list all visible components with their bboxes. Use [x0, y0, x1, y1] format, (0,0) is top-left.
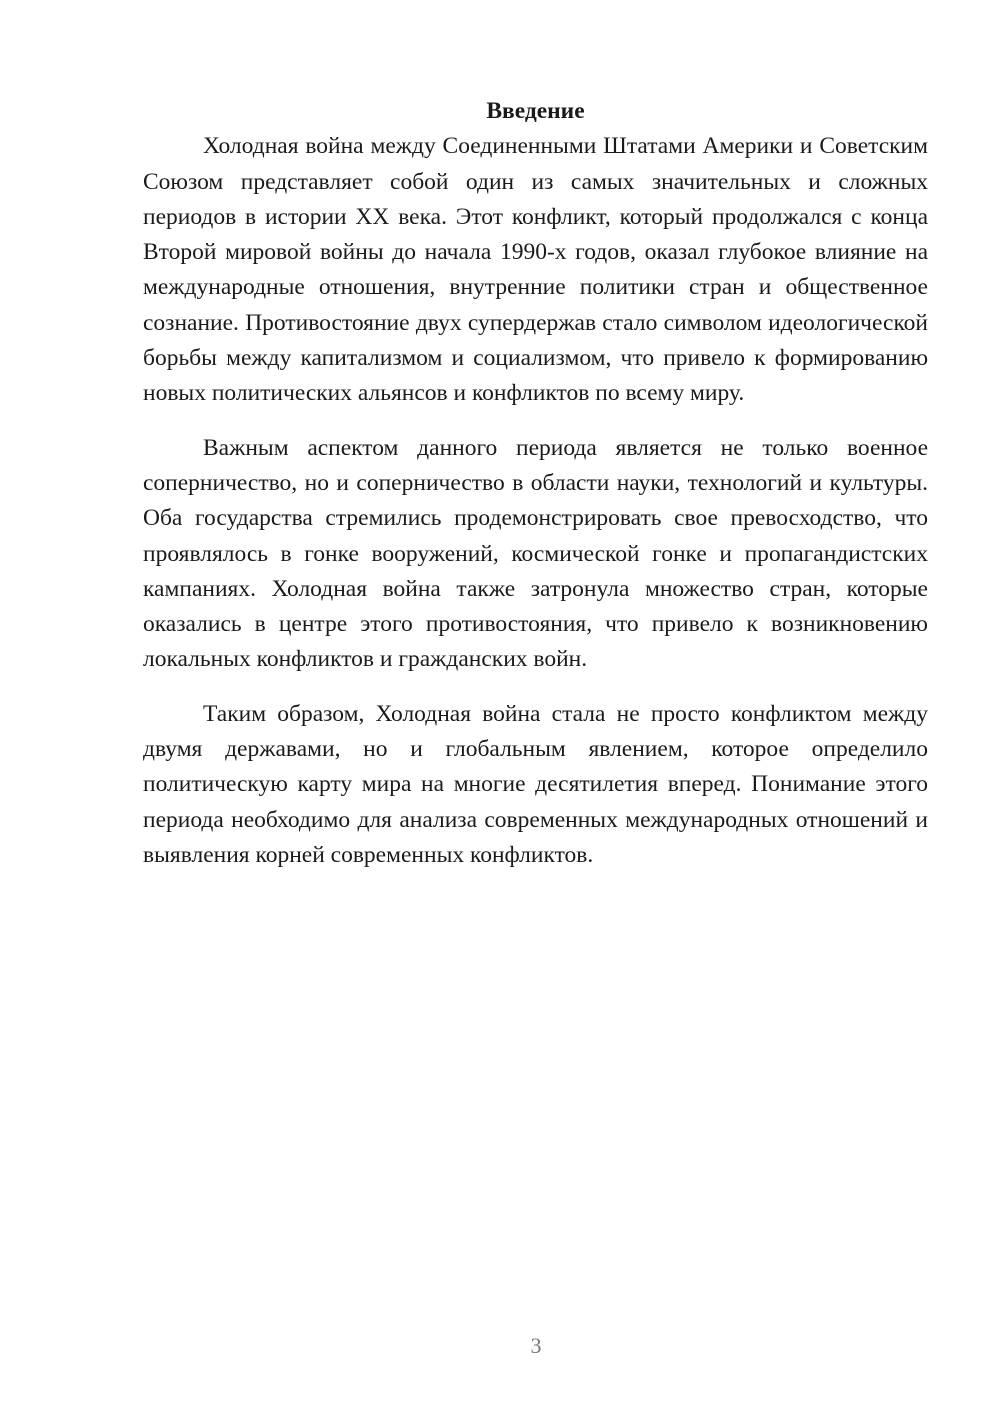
page-content: [143, 94, 928, 873]
paragraph-2: Важным аспектом данного периода является не только военное соперничество, но и соперничество в области науки, технологий и культуры. Оба государства стремились продемонстрировать свое превосходство, что проявлялось в гонке вооружений, космической гонке и пропагандистских кампаниях. Холодная война также затронула множество стран, которые оказались в центре этого противостояния, что привело к возникновению локальных конфликтов и гражданских войн.: [143, 434, 928, 673]
page-number: 3: [530, 1333, 542, 1358]
paragraph-3: Таким образом, Холодная война стала не просто конфликтом между двумя державами, но и глобальным явлением, которое определило политическую карту мира на многие десятилетия вперед. Понимание этого периода необходимо для анализа современных международных отношений и выявления корней современных конфликтов.: [143, 700, 928, 868]
section-title: Введение: [486, 98, 585, 124]
paragraph-1: Холодная война между Соединенными Штатами Америки и Советским Союзом представляет собой один из самых значительных и сложных периодов в истории XX века. Этот конфликт, который продолжался с конца Второй мировой войны до начала 1990-х годов, оказал глубокое влияние на международные отношения, внутренние политики стран и общественное сознание. Противостояние двух супердержав стало символом идеологической борьбы между капитализмом и социализмом, что привело к формированию новых политических альянсов и конфликтов по всему миру.: [143, 133, 928, 407]
